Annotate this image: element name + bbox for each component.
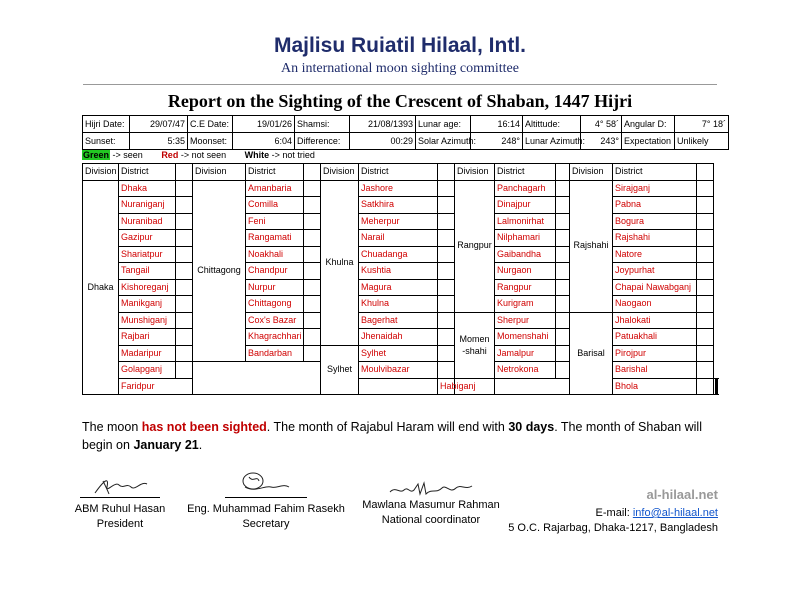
table-row (83, 197, 718, 214)
status-cell (304, 296, 321, 313)
district-cell: Momenshahi (495, 329, 556, 346)
statement-date: January 21 (133, 438, 199, 452)
signer-name: Mawlana Masumur Rahman (362, 499, 500, 511)
info-label: Expectation (622, 133, 675, 150)
address: 5 O.C. Rajarbag, Dhaka-1217, Bangladesh (508, 522, 718, 534)
district-cell: Joypurhat (613, 263, 697, 280)
table-row (83, 213, 718, 230)
district-cell: Khulna (359, 296, 438, 313)
status-cell (304, 263, 321, 280)
district-cell: Golapganj (119, 362, 176, 379)
signer-role: National coordinator (381, 514, 481, 526)
division-table (82, 163, 718, 395)
status-cell (176, 362, 193, 379)
district-cell: Madaripur (119, 345, 176, 362)
division-cell: Dhaka (83, 180, 119, 395)
district-cell: Narail (359, 230, 438, 247)
info-value: 243° (581, 133, 622, 150)
column-header-division: Division (321, 164, 359, 181)
district-cell: Pabna (613, 197, 697, 214)
signer-name: Eng. Muhammad Fahim Rasekh (187, 503, 345, 515)
column-header-status (176, 164, 193, 181)
email-label: E-mail: (595, 507, 633, 519)
info-value: 7° 18´ (675, 116, 729, 133)
info-value: Unlikely (675, 133, 729, 150)
district-cell: Feni (246, 213, 304, 230)
district-cell: Panchagarh (495, 180, 556, 197)
info-value: 6:04 (233, 133, 295, 150)
district-cell: Chuadanga (359, 246, 438, 263)
table-row (83, 230, 718, 247)
table-row (83, 246, 718, 263)
division-cell: Barisal (570, 312, 613, 395)
signature-line (80, 497, 160, 498)
district-cell: Nurgaon (495, 263, 556, 280)
column-header-district: District (359, 164, 438, 181)
org-title: Majlisu Ruiatil Hilaal, Intl. (273, 34, 527, 57)
org-subtitle: An international moon sighting committee (281, 61, 519, 76)
report-title: Report on the Sighting of the Crescent of Shaban, 1447 Hijri (167, 91, 633, 111)
signer-role: President (96, 518, 144, 530)
status-cell (176, 296, 193, 313)
district-cell: Bogura (613, 213, 697, 230)
district-cell: Jhenaidah (359, 329, 438, 346)
statement-text: . The month of Rajabul Haram will end with (266, 420, 509, 434)
division-cell: Rangpur (455, 180, 495, 312)
column-header-division: Division (193, 164, 246, 181)
info-row-1 (83, 116, 729, 133)
district-cell: Gaibandha (495, 246, 556, 263)
status-cell (556, 197, 570, 214)
district-cell: Bandarban (246, 345, 304, 362)
district-cell: Meherpur (359, 213, 438, 230)
info-label: Solar Azimuth: (416, 133, 471, 150)
status-cell (556, 312, 570, 329)
district-cell: Sirajganj (613, 180, 697, 197)
district-cell: Naogaon (613, 296, 697, 313)
district-cell: Bagerhat (359, 312, 438, 329)
status-cell (438, 263, 455, 280)
legend-red-text: -> not seen (178, 150, 227, 160)
district-cell: Chandpur (246, 263, 304, 280)
legend-green: Green (83, 150, 110, 160)
district-cell: Rajbari (119, 329, 176, 346)
signer-role: Secretary (242, 518, 290, 530)
status-cell (359, 378, 438, 395)
status-cell (438, 362, 455, 379)
status-cell (176, 345, 193, 362)
status-cell (304, 197, 321, 214)
status-cell (438, 213, 455, 230)
status-cell (176, 246, 193, 263)
district-cell: Nurpur (246, 279, 304, 296)
status-cell (304, 230, 321, 247)
district-cell: Khagrachhari (246, 329, 304, 346)
status-cell (556, 329, 570, 346)
website-label: al-hilaal.net (646, 487, 718, 502)
status-cell (304, 279, 321, 296)
district-cell: Magura (359, 279, 438, 296)
info-row-2 (83, 133, 729, 150)
district-cell: Netrokona (495, 362, 556, 379)
status-cell (176, 312, 193, 329)
status-cell (176, 213, 193, 230)
district-cell: Pirojpur (613, 345, 697, 362)
legend-green-text: -> seen (110, 150, 143, 160)
column-header-division: Division (455, 164, 495, 181)
status-cell (176, 279, 193, 296)
status-cell (438, 312, 455, 329)
status-cell (556, 230, 570, 247)
status-cell (697, 230, 714, 247)
status-cell (304, 180, 321, 197)
signature-image (85, 475, 155, 497)
status-cell (556, 246, 570, 263)
district-cell: Amanbaria (246, 180, 304, 197)
info-value: 5:35 (130, 133, 188, 150)
status-cell (556, 279, 570, 296)
info-label: Shamsi: (295, 116, 350, 133)
table-row (83, 180, 718, 197)
district-cell: Sherpur (495, 312, 556, 329)
legend-white-text: -> not tried (269, 150, 315, 160)
district-cell: Munshiganj (119, 312, 176, 329)
division-cell (455, 312, 495, 378)
division-cell: Chittagong (193, 180, 246, 362)
status-cell (556, 263, 570, 280)
district-cell: Gazipur (119, 230, 176, 247)
district-cell: Kurigram (495, 296, 556, 313)
column-header-division: Division (570, 164, 613, 181)
status-cell (697, 312, 714, 329)
info-label: Lunar age: (416, 116, 471, 133)
district-cell: Nuranibad (119, 213, 176, 230)
table-row (83, 164, 718, 181)
district-cell: Sylhet (359, 345, 438, 362)
column-header-district: District (119, 164, 176, 181)
status-cell (438, 345, 455, 362)
signer-name: ABM Ruhul Hasan (74, 503, 166, 515)
statement-text: The moon (82, 420, 142, 434)
status-cell (697, 378, 714, 395)
district-cell: Rangpur (495, 279, 556, 296)
header-divider (83, 84, 717, 85)
info-value: 00:29 (350, 133, 416, 150)
table-row (83, 279, 718, 296)
email-link[interactable]: info@al-hilaal.net (632, 507, 718, 519)
district-cell: Lalmonirhat (495, 213, 556, 230)
division-cell: Rajshahi (570, 180, 613, 312)
district-cell: Tangail (119, 263, 176, 280)
district-cell: Jhalokati (613, 312, 697, 329)
status-cell (438, 329, 455, 346)
status-cell (438, 279, 455, 296)
column-header-district: District (495, 164, 556, 181)
sighting-statement (82, 418, 722, 454)
status-cell (556, 213, 570, 230)
status-cell (697, 180, 714, 197)
column-header-district: District (613, 164, 697, 181)
info-label: Lunar Azimuth: (523, 133, 581, 150)
status-cell (556, 345, 570, 362)
info-value: 21/08/1393 (350, 116, 416, 133)
status-cell (438, 197, 455, 214)
district-cell: Natore (613, 246, 697, 263)
district-cell: Moulvibazar (359, 362, 438, 379)
district-cell: Habiganj (438, 378, 455, 395)
info-value: 16:14 (471, 116, 523, 133)
status-cell (697, 362, 714, 379)
table-row (83, 312, 718, 329)
info-label: Moonset: (188, 133, 233, 150)
empty-cell (495, 378, 613, 395)
info-table (82, 115, 729, 150)
signature-line (225, 497, 307, 498)
division-cell: Khulna (321, 180, 359, 345)
status-cell (176, 180, 193, 197)
table-row (83, 329, 718, 346)
signature-president (70, 475, 170, 532)
table-row (83, 296, 718, 313)
status-cell (697, 213, 714, 230)
info-label: C.E Date: (188, 116, 233, 133)
statement-days: 30 days (508, 420, 555, 434)
division-cell: Sylhet (321, 345, 359, 395)
status-cell (176, 230, 193, 247)
district-cell: Shariatpur (119, 246, 176, 263)
district-cell: Jashore (359, 180, 438, 197)
table-row (83, 345, 718, 362)
signature-image (386, 478, 476, 498)
legend (82, 150, 315, 160)
district-cell: Rangamati (246, 230, 304, 247)
signature-coordinator (356, 478, 506, 528)
info-value: 4° 58´ (581, 116, 622, 133)
status-cell (438, 180, 455, 197)
district-cell: Chittagong (246, 296, 304, 313)
division-label: Momen (459, 334, 490, 344)
signature-image (231, 467, 301, 497)
status-cell (556, 180, 570, 197)
status-cell (697, 279, 714, 296)
district-cell: Nuraniganj (119, 197, 176, 214)
status-cell (697, 246, 714, 263)
district-cell: Kishoreganj (119, 279, 176, 296)
column-header-status (697, 164, 714, 181)
status-cell (176, 197, 193, 214)
info-label: Sunset: (83, 133, 130, 150)
info-value: 19/01/26 (233, 116, 295, 133)
statement-text: . The month of Shaban will begin on (82, 420, 702, 452)
info-label: Hijri Date: (83, 116, 130, 133)
district-cell: Jamalpur (495, 345, 556, 362)
column-header-division: Division (83, 164, 119, 181)
status-cell (438, 296, 455, 313)
division-label: -shahi (462, 346, 487, 356)
status-cell (556, 296, 570, 313)
contact-block (508, 506, 718, 536)
status-cell (304, 213, 321, 230)
column-header-status (304, 164, 321, 181)
column-header-status (556, 164, 570, 181)
district-cell: Rajshahi (613, 230, 697, 247)
statement-text: . (198, 438, 203, 452)
status-cell (176, 329, 193, 346)
status-cell (304, 246, 321, 263)
status-cell (438, 246, 455, 263)
column-header-district: District (246, 164, 304, 181)
district-cell: Manikganj (119, 296, 176, 313)
district-cell: Chapai Nawabganj (613, 279, 697, 296)
district-cell: Faridpur (119, 378, 359, 395)
info-label: Angular D: (622, 116, 675, 133)
district-cell: Barishal (613, 362, 697, 379)
info-value: 29/07/47 (130, 116, 188, 133)
district-cell: Dhaka (119, 180, 176, 197)
status-cell (697, 329, 714, 346)
table-row (83, 378, 718, 395)
status-cell (697, 197, 714, 214)
info-label: Difference: (295, 133, 350, 150)
info-label: Altittude: (523, 116, 581, 133)
status-cell (697, 263, 714, 280)
status-cell (438, 230, 455, 247)
status-cell (304, 345, 321, 362)
status-cell (176, 263, 193, 280)
table-row (83, 263, 718, 280)
district-cell: Comilla (246, 197, 304, 214)
district-cell: Nilphamari (495, 230, 556, 247)
legend-white: White (244, 150, 270, 160)
column-header-status (438, 164, 455, 181)
table-row (83, 362, 718, 379)
district-cell: Bhola (613, 378, 697, 395)
info-value: 248° (471, 133, 523, 150)
statement-result: has not been sighted (141, 420, 267, 434)
district-cell: Dinajpur (495, 197, 556, 214)
district-cell: Patuakhali (613, 329, 697, 346)
signature-secretary (186, 467, 346, 532)
status-cell (556, 362, 570, 379)
district-cell: Cox's Bazar (246, 312, 304, 329)
status-cell (697, 345, 714, 362)
district-cell: Satkhira (359, 197, 438, 214)
status-cell (304, 312, 321, 329)
status-cell (697, 296, 714, 313)
legend-red: Red (161, 150, 179, 160)
status-cell (304, 329, 321, 346)
district-cell: Noakhali (246, 246, 304, 263)
district-cell: Kushtia (359, 263, 438, 280)
